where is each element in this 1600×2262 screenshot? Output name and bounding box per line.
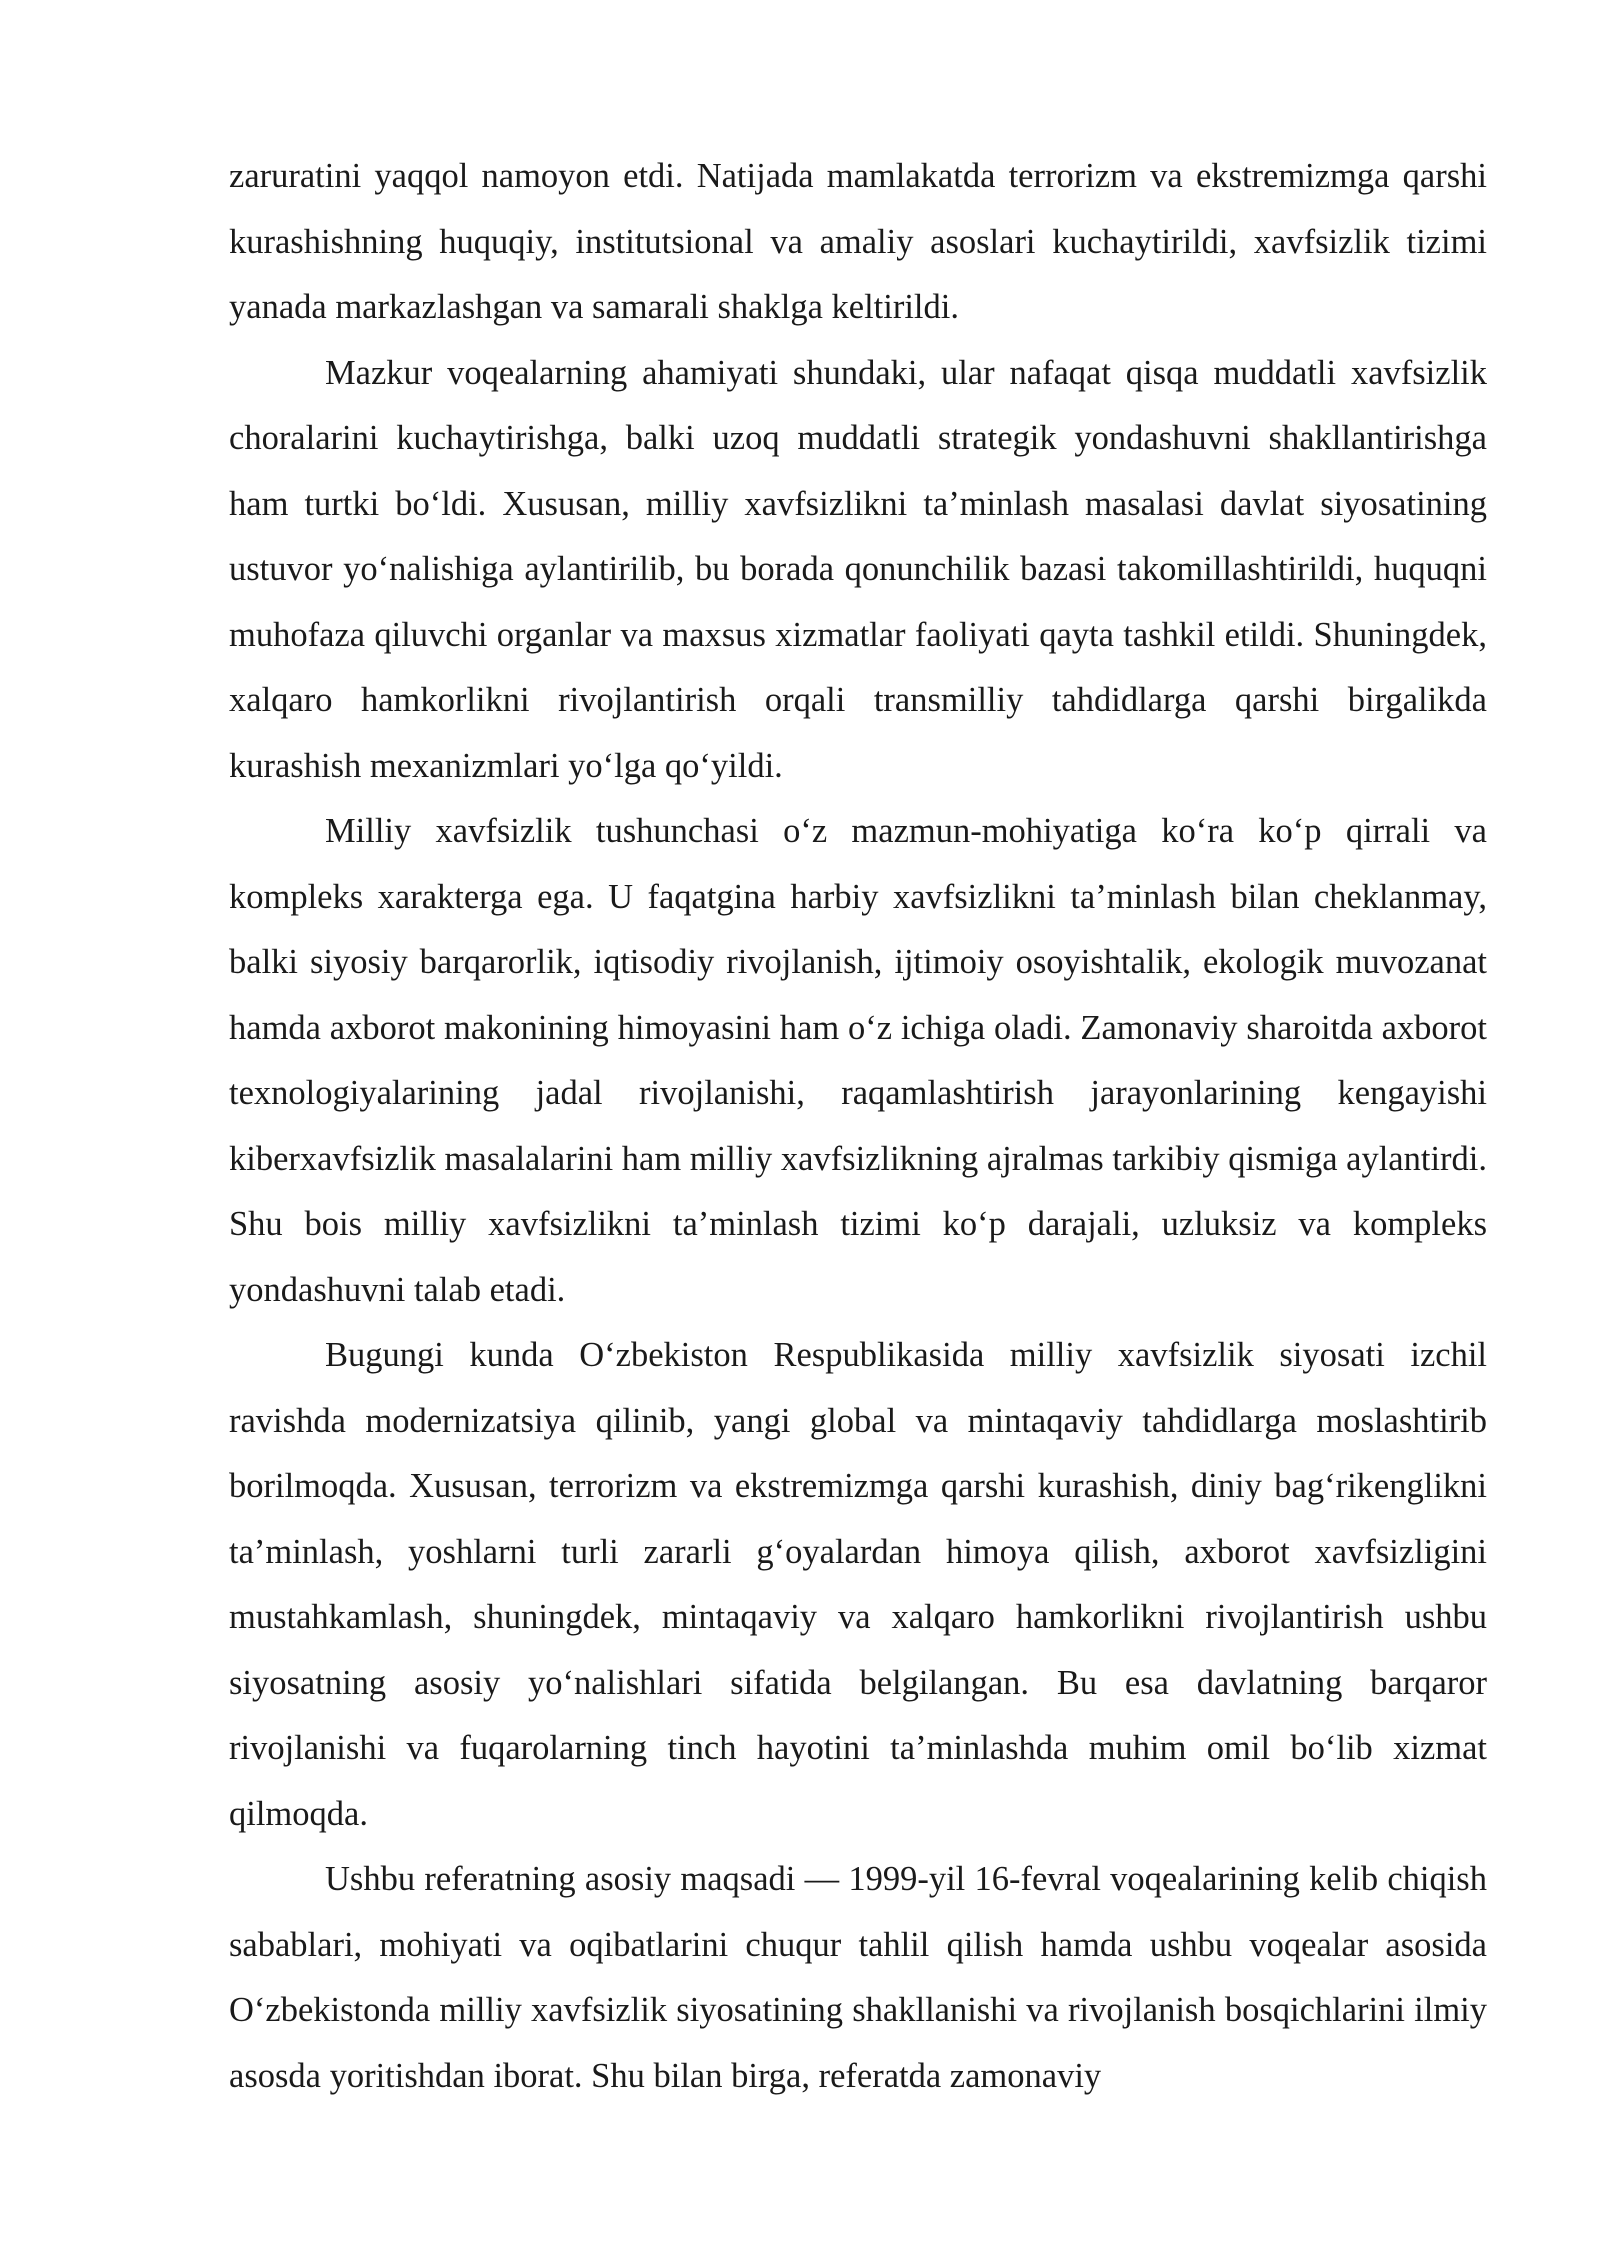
paragraph: Ushbu referatning asosiy maqsadi — 1999-yil 16-fevral voqealarining kelib chiqish sabablari, mohiyati va oqibatlarini chuqur tahlil qilish hamda ushbu voqealar asosida O‘zbekistonda milliy xavfsizlik siyosatining shakllanishi va rivojlanish bosqichlarini ilmiy asosda yoritishdan iborat. Shu bilan birga, referatda zamonaviy	[229, 1860, 1487, 2095]
paragraph: Mazkur voqealarning ahamiyati shundaki, ular nafaqat qisqa muddatli xavfsizlik choralarini kuchaytirishga, balki uzoq muddatli strategik yondashuvni shakllantirishga ham turtki bo‘ldi. Xususan, milliy xavfsizlikni ta’minlash masalasi davlat siyosatining ustuvor yo‘nalishiga aylantirilib, bu borada qonunchilik bazasi takomillashtirildi, huquqni muhofaza qiluvchi organlar va maxsus xizmatlar faoliyati qayta tashkil etildi. Shuningdek, xalqaro hamkorlikni rivojlantirish orqali transmilliy tahdidlarga qarshi birgalikda kurashish mexanizmlari yo‘lga qo‘yildi.	[229, 353, 1487, 785]
paragraph: Milliy xavfsizlik tushunchasi o‘z mazmun-mohiyatiga ko‘ra ko‘p qirrali va kompleks xarakterga ega. U faqatgina harbiy xavfsizlikni ta’minlash bilan cheklanmay, balki siyosiy barqarorlik, iqtisodiy rivojlanish, ijtimoiy osoyishtalik, ekologik muvozanat hamda axborot makonining himoyasini ham o‘z ichiga oladi. Zamonaviy sharoitda axborot texnologiyalarining jadal rivojlanishi, raqamlashtirish jarayonlarining kengayishi kiberxavfsizlik masalalarini ham milliy xavfsizlikning ajralmas tarkibiy qismiga aylantirdi. Shu bois milliy xavfsizlikni ta’minlash tizimi ko‘p darajali, uzluksiz va kompleks yondashuvni talab etadi.	[229, 812, 1487, 1309]
paragraph-continued: zaruratini yaqqol namoyon etdi. Natijada mamlakatda terrorizm va ekstremizmga qarshi kurashishning huquqiy, institutsional va amaliy asoslari kuchaytirildi, xavfsizlik tizimi yanada markazlashgan va samarali shaklga keltirildi.	[229, 157, 1487, 326]
paragraph: Bugungi kunda O‘zbekiston Respublikasida milliy xavfsizlik siyosati izchil ravishda modernizatsiya qilinib, yangi global va mintaqaviy tahdidlarga moslashtirib borilmoqda. Xususan, terrorizm va ekstremizmga qarshi kurashish, diniy bag‘rikenglikni ta’minlash, yoshlarni turli zararli g‘oyalardan himoya qilish, axborot xavfsizligini mustahkamlash, shuningdek, mintaqaviy va xalqaro hamkorlikni rivojlantirish ushbu siyosatning asosiy yo‘nalishlari sifatida belgilangan. Bu esa davlatning barqaror rivojlanishi va fuqarolarning tinch hayotini ta’minlashda muhim omil bo‘lib xizmat qilmoqda.	[229, 1336, 1487, 1833]
document-body	[229, 144, 1487, 2109]
